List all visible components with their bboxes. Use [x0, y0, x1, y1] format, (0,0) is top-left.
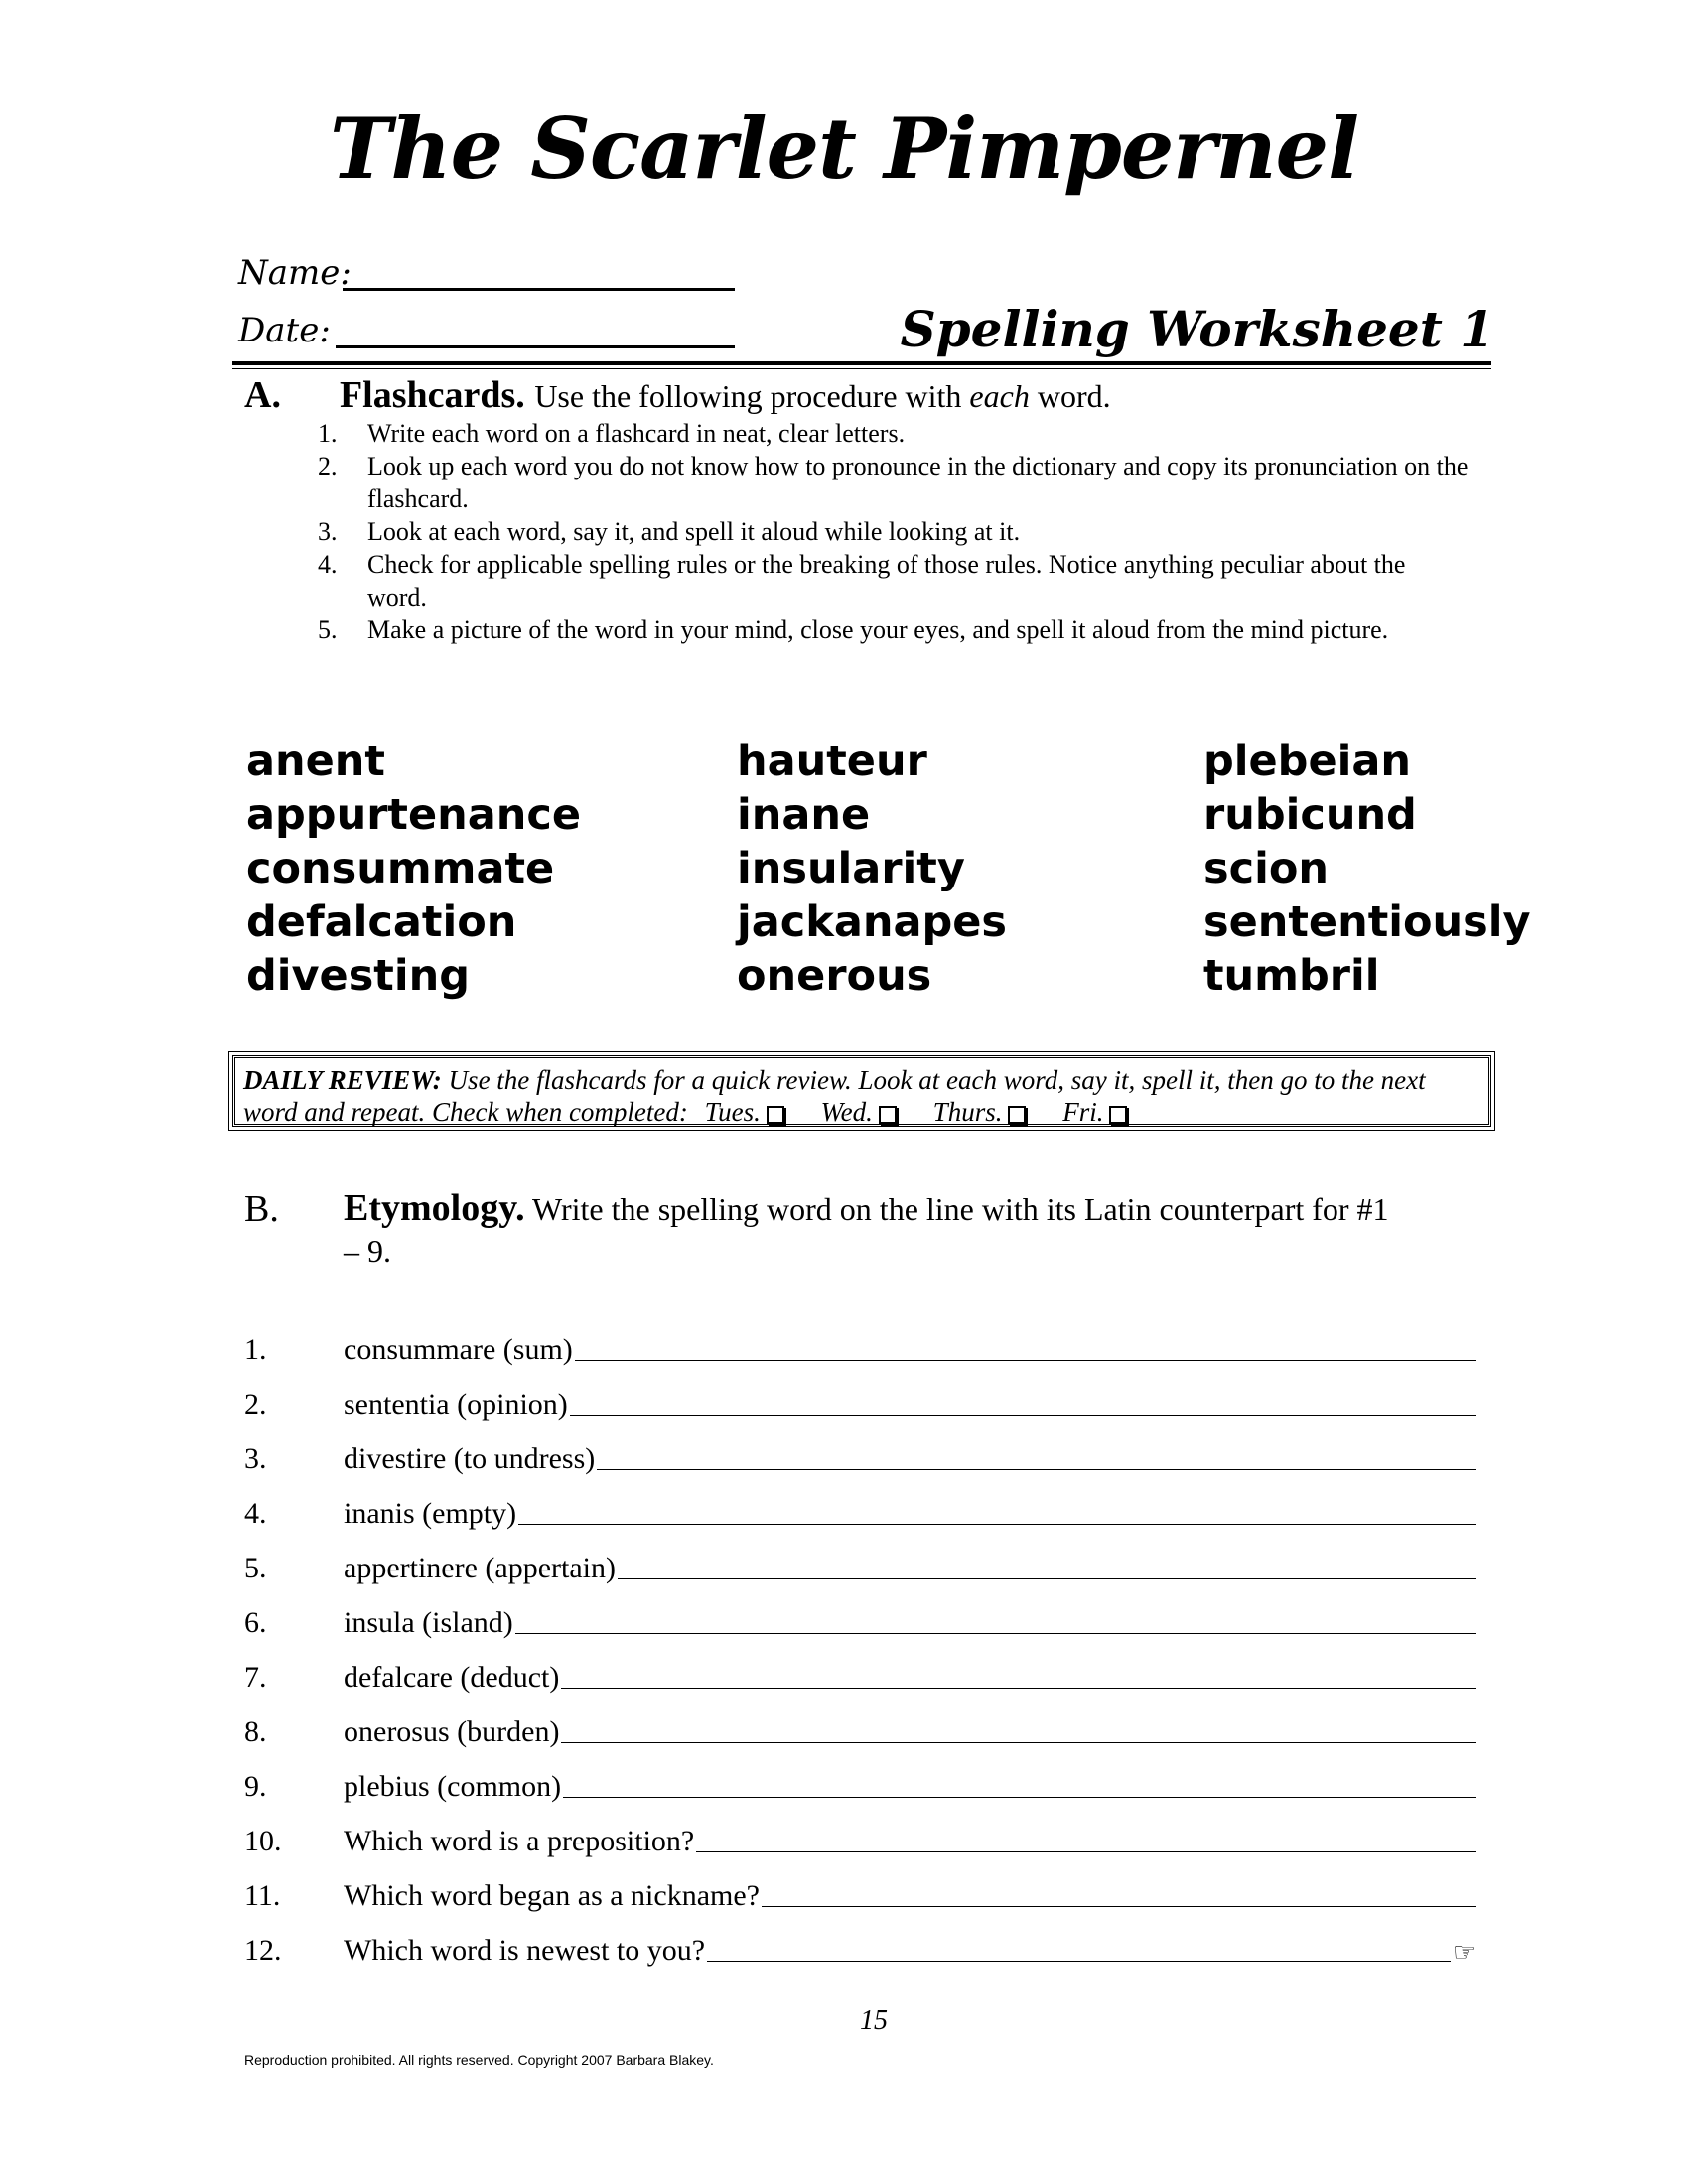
answer-line[interactable] [696, 1851, 1476, 1852]
etymology-item: 12. Which word is newest to you? ☞ [244, 1934, 1476, 1968]
day-thurs-label: Thurs. [932, 1097, 1003, 1127]
spelling-word: consummate [246, 844, 555, 893]
section-a-letter: A. [244, 374, 281, 416]
etymology-item: 1. consummare (sum) [244, 1312, 1476, 1367]
answer-line[interactable] [515, 1633, 1476, 1634]
header-rule-thick [232, 361, 1491, 365]
etymology-item: 9. plebius (common) [244, 1749, 1476, 1804]
etymology-item: 10. Which word is a preposition? [244, 1804, 1476, 1858]
day-wed-label: Wed. [820, 1097, 873, 1127]
section-a-name: Flashcards. [339, 374, 525, 416]
etymology-item: 8. onerosus (burden) [244, 1695, 1476, 1749]
date-label: Date: [238, 311, 331, 350]
answer-line[interactable] [762, 1906, 1476, 1907]
section-a-heading [244, 373, 1495, 417]
checkbox-tues[interactable] [767, 1106, 784, 1124]
checkbox-fri[interactable] [1109, 1106, 1127, 1124]
etymology-item: 5. appertinere (appertain) [244, 1531, 1476, 1585]
answer-line[interactable] [597, 1469, 1476, 1470]
answer-line[interactable] [575, 1360, 1476, 1361]
answer-line[interactable] [563, 1797, 1476, 1798]
procedure-step: 4. Check for applicable spelling rules or the breaking of those rules. Notice anything peculiar about the word. [318, 550, 1406, 612]
section-b-name: Etymology. [344, 1187, 525, 1229]
word-column-3 [1203, 735, 1531, 1003]
worksheet-title: Spelling Worksheet 1 [900, 300, 1494, 358]
etymology-item: 6. insula (island) [244, 1585, 1476, 1640]
date-field[interactable] [336, 345, 735, 348]
spelling-word: rubicund [1203, 790, 1417, 840]
section-a-instruction-pre: Use the following procedure with [534, 378, 970, 414]
spelling-word: scion [1203, 844, 1329, 893]
spelling-word: divesting [246, 951, 470, 1001]
day-tues-label: Tues. [704, 1097, 761, 1127]
answer-line[interactable] [561, 1742, 1476, 1743]
spelling-word: inane [737, 790, 871, 840]
spelling-word: anent [246, 737, 385, 786]
section-b-heading [344, 1187, 1396, 1272]
page-number: 15 [860, 2005, 888, 2036]
checkbox-wed[interactable] [879, 1106, 897, 1124]
answer-line[interactable] [618, 1578, 1476, 1579]
etymology-item: 3. divestire (to undress) [244, 1422, 1476, 1476]
spelling-word: insularity [737, 844, 965, 893]
name-label: Name: [238, 253, 352, 293]
spelling-word: hauteur [737, 737, 927, 786]
spelling-word: appurtenance [246, 790, 582, 840]
spelling-word: sententiously [1203, 897, 1531, 947]
etymology-item: 7. defalcare (deduct) [244, 1640, 1476, 1695]
procedure-step: 3. Look at each word, say it, and spell it aloud while looking at it. [318, 517, 1021, 546]
etymology-item: 11. Which word began as a nickname? [244, 1858, 1476, 1913]
pointing-hand-icon: ☞ [1452, 1938, 1476, 1968]
spelling-word: defalcation [246, 897, 517, 947]
answer-line[interactable] [707, 1961, 1451, 1962]
header-rule-thin [232, 368, 1491, 369]
section-a-instruction-post: word. [1029, 378, 1111, 414]
spelling-word: onerous [737, 951, 932, 1001]
spelling-word: jackanapes [737, 897, 1008, 947]
word-column-1 [246, 735, 737, 1003]
etymology-list [244, 1312, 1476, 1968]
spelling-word: plebeian [1203, 737, 1411, 786]
section-a-instruction-em: each [969, 378, 1030, 414]
answer-line[interactable] [570, 1415, 1476, 1416]
spelling-word: tumbril [1203, 951, 1380, 1001]
copyright-footer: Reproduction prohibited. All rights reserved. Copyright 2007 Barbara Blakey. [244, 2052, 714, 2068]
procedure-step: 2. Look up each word you do not know how to pronounce in the dictionary and copy its pronunciation on the flashcard. [318, 452, 1469, 513]
daily-review-label: DAILY REVIEW: [243, 1065, 442, 1095]
procedure-step: 1. Write each word on a flashcard in neat, clear letters. [318, 419, 906, 448]
procedure-step: 5. Make a picture of the word in your mind, close your eyes, and spell it aloud from the mind picture. [318, 615, 1389, 644]
answer-line[interactable] [518, 1524, 1476, 1525]
answer-line[interactable] [561, 1688, 1476, 1689]
name-field[interactable] [343, 288, 735, 291]
daily-review-box [232, 1055, 1491, 1127]
daily-review-text: Use the flashcards for a quick review. Look at each word, say it, spell it, then go to the next word and repeat. Check when completed: [243, 1065, 1426, 1127]
word-column-2 [737, 735, 1203, 1003]
page-title: The Scarlet Pimpernel [330, 99, 1358, 198]
day-fri-label: Fri. [1062, 1097, 1104, 1127]
etymology-item: 2. sententia (opinion) [244, 1367, 1476, 1422]
section-b-letter: B. [244, 1188, 279, 1230]
section-b-instruction: Write the spelling word on the line with its Latin counterpart for #1 – 9. [344, 1191, 1389, 1269]
spelling-word-list [246, 735, 1537, 1003]
checkbox-thurs[interactable] [1008, 1106, 1026, 1124]
procedure-list [318, 417, 1470, 646]
etymology-item: 4. inanis (empty) [244, 1476, 1476, 1531]
